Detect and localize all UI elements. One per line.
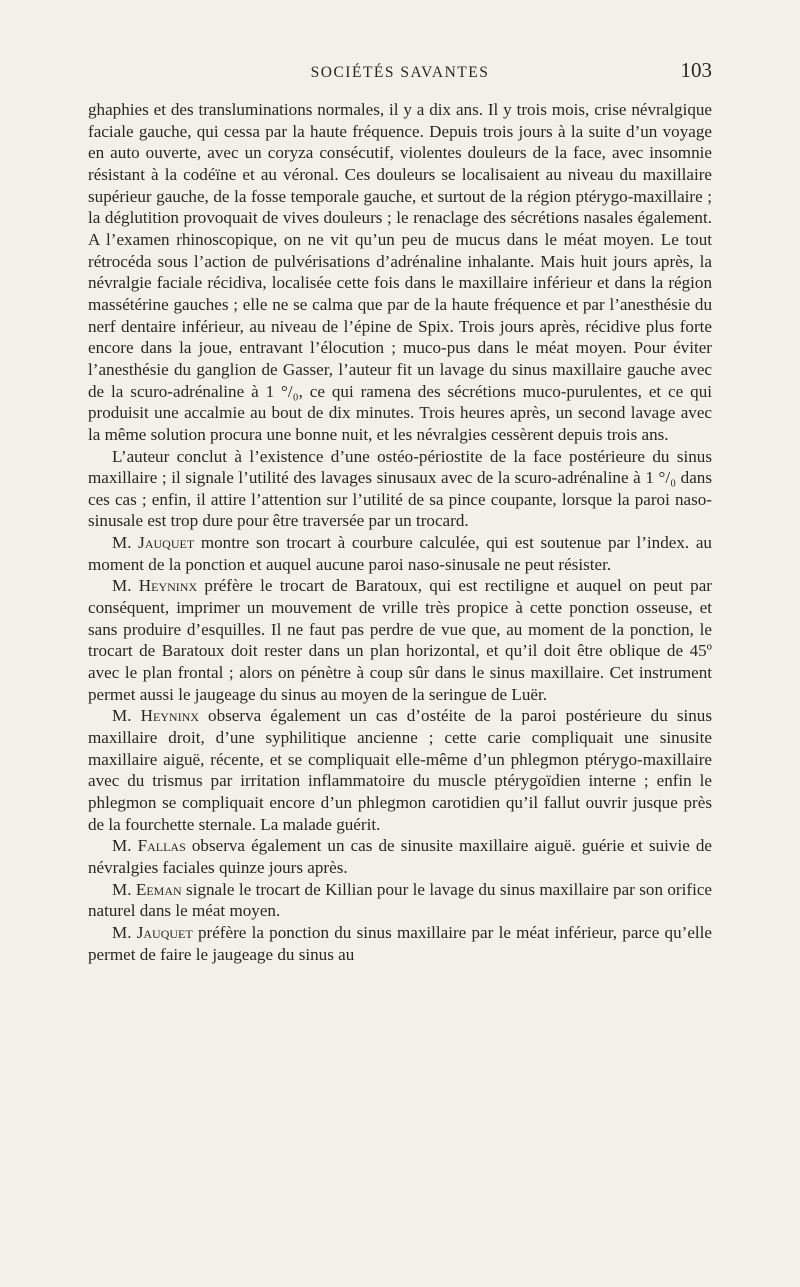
speaker-name: Eeman xyxy=(135,879,182,899)
speaker-prefix: M. xyxy=(112,879,132,899)
body-text xyxy=(88,99,712,965)
paragraph-text: signale le trocart de Killian pour le lavage du sinus maxillaire par son orifice naturel dans le méat moyen. xyxy=(88,879,712,921)
speaker-name: Fallas xyxy=(137,836,186,856)
speaker-name: Jauquet xyxy=(138,533,195,553)
page-number: 103 xyxy=(680,58,712,82)
paragraph-1 xyxy=(88,99,712,446)
speaker-prefix: M. xyxy=(112,836,132,856)
speaker-prefix: M. xyxy=(112,706,132,726)
speaker-name: Jauquet xyxy=(136,922,193,942)
speaker-name: Heyninx xyxy=(140,706,199,726)
speaker-prefix: M. xyxy=(112,922,132,942)
paragraph-text: observa également un cas de sinusite maxillaire aiguë. guérie et suivie de névralgies faciales quinze jours après. xyxy=(88,836,713,877)
speaker-prefix: M. xyxy=(112,576,132,596)
paragraph-text: préfère le trocart de Baratoux, qui est rectiligne et auquel on peut par conséquent, imprimer un mouvement de vrille très propice à cette ponction osseuse, et sans produire d’esquilles. Il ne faut pas perdre de vue que, au moment de la ponction, le trocart de Baratoux doit rester dans un plan horizontal, et qu’il doit être oblique de 45º avec le plan frontal ; alors on pénètre à coup sûr dans le sinus maxillaire. Cet instrument permet aussi le jaugeage du sinus au moyen de la seringue de Luër. xyxy=(88,576,712,704)
running-title: SOCIÉTÉS SAVANTES xyxy=(310,64,490,81)
paragraph-5 xyxy=(88,705,712,835)
paragraph-3 xyxy=(88,532,712,575)
paragraph-text: L’auteur conclut à l’existence d’une ostéo-périostite de la face postérieure du sinus maxillaire ; il signale l’utilité des lavages sinusaux avec de la scuro-adrénaline à 1 °/₀ dans ces cas ; enfin, il attire l’attention sur l’utilité de sa pince coupante, lorsque la paroi naso-sinusale est trop dure pour être traversée par un trocard. xyxy=(88,446,712,531)
paragraph-text: observa également un cas d’ostéite de la paroi postérieure du sinus maxillaire droit, d’une syphilitique ancienne ; cette carie compliquait une sinusite maxillaire aiguë, récente, et se compliquait elle-même d’un phlegmon ptérygo-maxillaire avec du trismus par irritation inflammatoire du muscle ptérygoïdien interne ; enfin le phlegmon se compliquait encore d’un phlegmon carotidien qu’il fallut ouvrir jusque près de la fourchette sternale. La malade guérit. xyxy=(88,706,712,834)
paragraph-2 xyxy=(88,446,712,533)
speaker-name: Heyninx xyxy=(138,576,198,596)
paragraph-6 xyxy=(88,835,712,878)
paragraph-4 xyxy=(88,575,712,705)
paragraph-8 xyxy=(88,922,712,965)
paragraph-text: ghaphies et des transluminations normales, il y a dix ans. Il y trois mois, crise névralgique faciale gauche, qui cessa par la haute fréquence. Depuis trois jours à la suite d’un voyage en auto ouverte, avec un coryza consécutif, violentes douleurs de la face, avec insomnie résistant à la codéïne et au véronal. Ces douleurs se localisaient au niveau du maxillaire supérieur gauche, de la fosse temporale gauche, et surtout de la région ptérygo-maxillaire ; la déglutition provoquait de vives douleurs ; le renaclage des sécrétions nasales également. A l’examen rhinoscopique, on ne vit qu’un peu de mucus dans le méat moyen. Le tout rétrocéda sous l’action de pulvérisations d’adrénaline inhalante. Mais huit jours après, la névralgie faciale récidiva, localisée cette fois dans le maxillaire inférieur et dans la région massétérine gauches ; elle ne se calma que par de la haute fréquence et par l’anesthésie du nerf dentaire inférieur, au niveau de l’épine de Spix. Trois jours après, récidive plus forte encore dans la joue, entravant l’élocution ; muco-pus dans le méat moyen. Pour éviter l’anesthésie du ganglion de Gasser, l’auteur fit un lavage du sinus maxillaire gauche avec de la scuro-adrénaline à 1 °/₀, ce qui ramena des sécrétions muco-purulentes, et ce qui produisit une accalmie au bout de dix minutes. Trois heures après, un second lavage avec la même solution procura une bonne nuit, et les névralgies cessèrent depuis trois ans. xyxy=(88,100,712,444)
page-header xyxy=(88,58,712,88)
paragraph-text: préfère la ponction du sinus maxillaire par le méat inférieur, parce qu’elle permet de faire le jaugeage du sinus au xyxy=(88,922,712,964)
speaker-prefix: M. xyxy=(112,533,132,553)
paragraph-text: montre son trocart à courbure calculée, qui est soutenue par l’index. au moment de la ponction et auquel aucune paroi naso-sinusale ne peut résister. xyxy=(88,533,712,574)
paragraph-7 xyxy=(88,879,712,922)
